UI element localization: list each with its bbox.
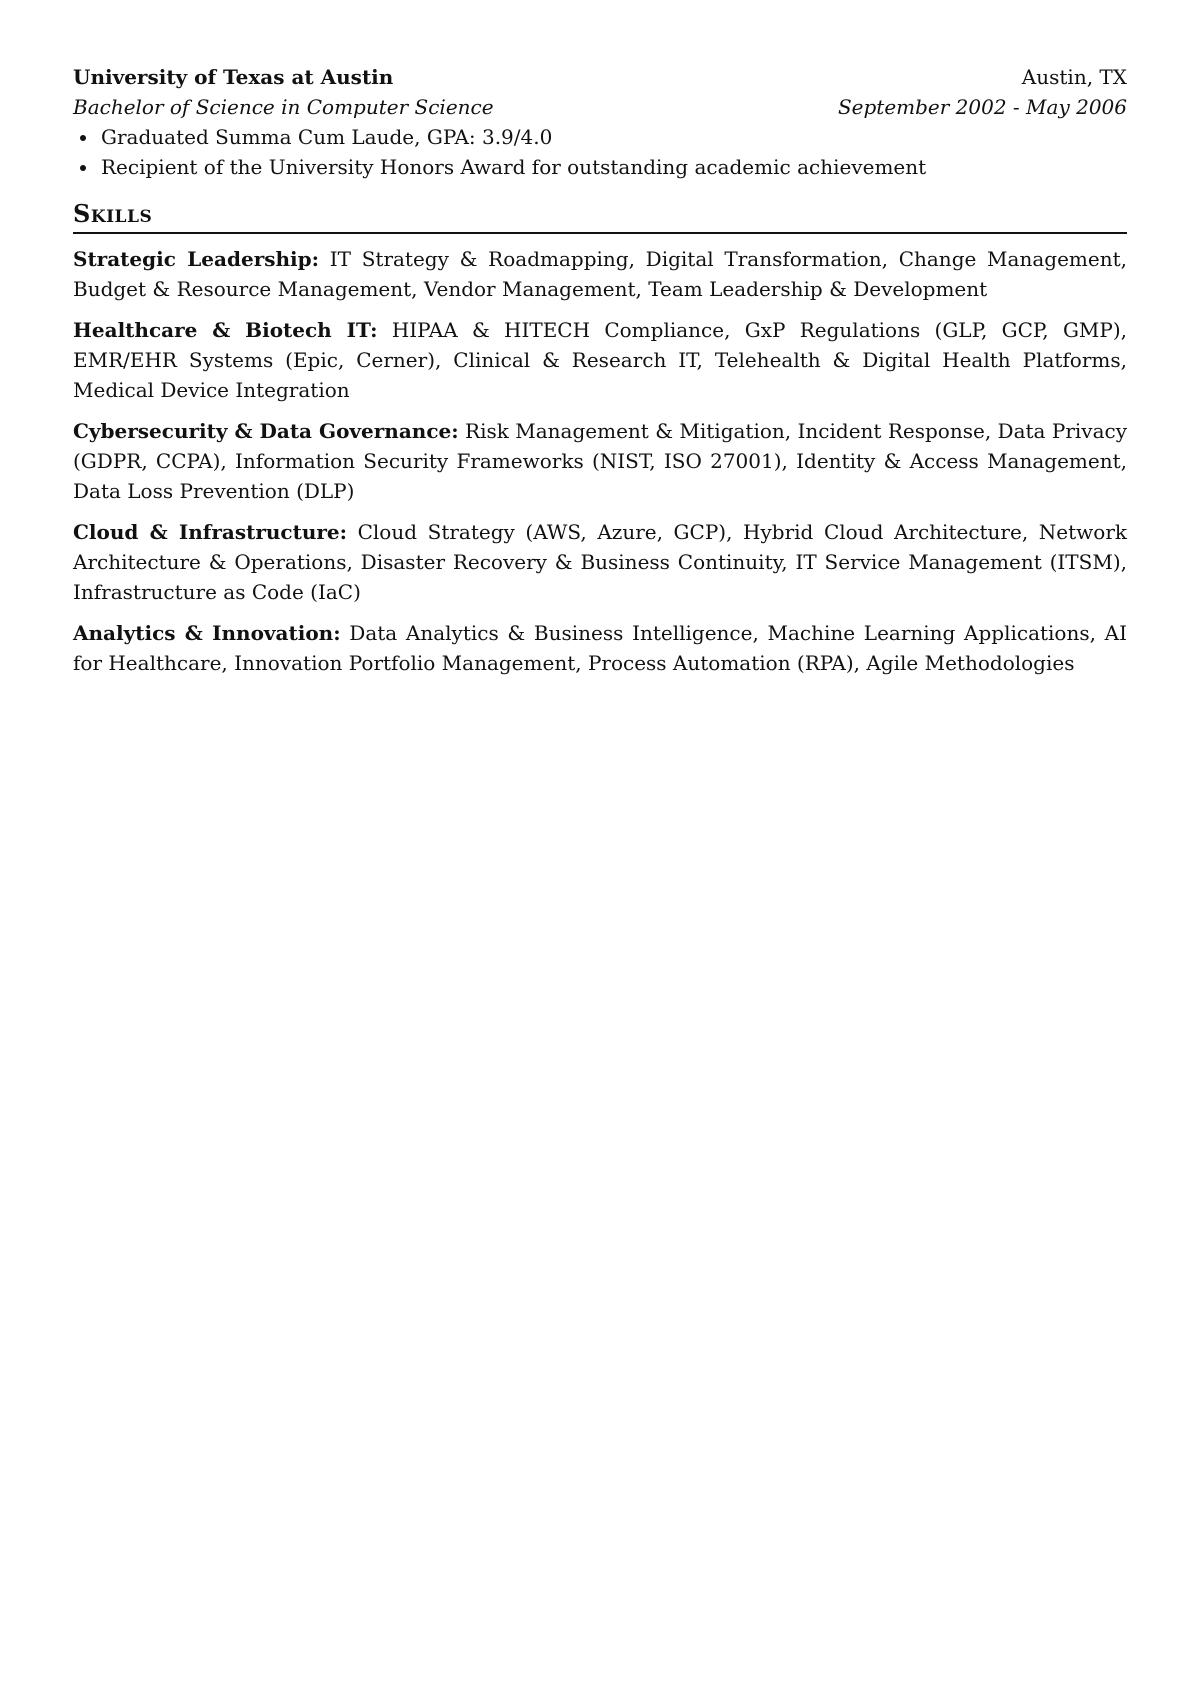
education-dates: September 2002 - May 2006 bbox=[837, 95, 1127, 119]
skill-label: Cybersecurity & Data Governance: bbox=[73, 419, 459, 443]
education-bullet-list bbox=[73, 122, 1127, 182]
resume-page bbox=[73, 62, 1127, 678]
skill-label: Analytics & Innovation: bbox=[73, 621, 341, 645]
school-location: Austin, TX bbox=[1021, 65, 1127, 89]
skill-text: Data Analytics & Business Intelligence, Machine Learning Applications, AI for Healthcare, Innovation Portfolio Management, Process Automation (RPA), Agile Methodologies bbox=[73, 621, 1127, 675]
bullet-text: Recipient of the University Honors Award for outstanding academic achievement bbox=[101, 155, 927, 179]
education-entry bbox=[73, 62, 1127, 182]
education-header-row bbox=[73, 62, 1127, 92]
list-item bbox=[73, 122, 1127, 152]
skill-text: HIPAA & HITECH Compliance, GxP Regulations (GLP, GCP, GMP), EMR/EHR Systems (Epic, Cerner), Clinical & Research IT, Telehealth & Digital Health Platforms, Medical Device Integration bbox=[73, 318, 1128, 402]
bullet-icon bbox=[80, 165, 86, 171]
skill-text: IT Strategy & Roadmapping, Digital Transformation, Change Management, Budget & Resource Management, Vendor Management, Team Leadership & Development bbox=[73, 247, 1127, 301]
skill-label: Strategic Leadership: bbox=[73, 247, 319, 271]
skill-label: Cloud & Infrastructure: bbox=[73, 520, 348, 544]
school-name: University of Texas at Austin bbox=[73, 65, 394, 89]
skills-heading: Skills bbox=[73, 198, 1127, 234]
education-subheader-row bbox=[73, 92, 1127, 122]
skills-section bbox=[73, 244, 1127, 678]
bullet-icon bbox=[80, 135, 86, 141]
degree-title: Bachelor of Science in Computer Science bbox=[73, 95, 494, 119]
skill-analytics-innovation bbox=[73, 618, 1127, 678]
skill-cloud-infrastructure bbox=[73, 517, 1127, 607]
skill-label: Healthcare & Biotech IT: bbox=[73, 318, 378, 342]
bullet-text: Graduated Summa Cum Laude, GPA: 3.9/4.0 bbox=[101, 125, 553, 149]
skill-strategic-leadership bbox=[73, 244, 1127, 304]
list-item bbox=[73, 152, 1127, 182]
skill-text: Cloud Strategy (AWS, Azure, GCP), Hybrid Cloud Architecture, Network Architecture & Operations, Disaster Recovery & Business Continuity, IT Service Management (ITSM), Infrastructure as Code (IaC) bbox=[73, 520, 1127, 604]
skill-cybersecurity-data-governance bbox=[73, 416, 1127, 506]
skill-healthcare-biotech-it bbox=[73, 315, 1127, 405]
skill-text: Risk Management & Mitigation, Incident Response, Data Privacy (GDPR, CCPA), Information Security Frameworks (NIST, ISO 27001), Identity & Access Management, Data Loss Prevention (DLP) bbox=[73, 419, 1127, 503]
